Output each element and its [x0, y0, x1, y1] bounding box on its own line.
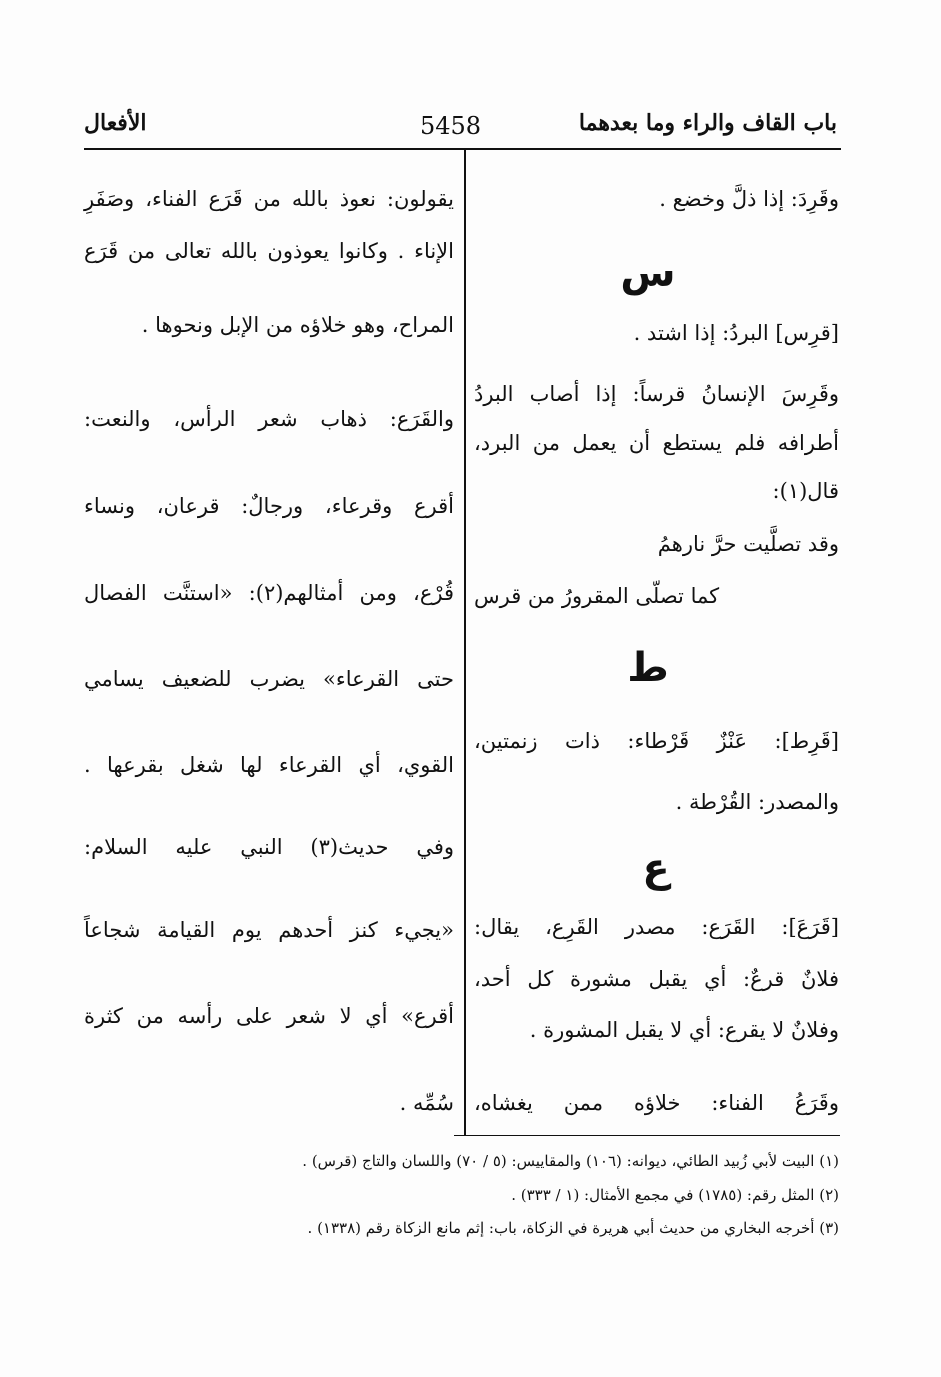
right-line-1: وقَرِدَ: إذا ذلَّ وخضع . — [659, 187, 839, 211]
letter-heading-ta: ط — [627, 645, 669, 691]
left-line-7: حتى القرعاء» يضرب للضعيف يسامي — [84, 667, 454, 691]
header-rule — [84, 148, 841, 150]
left-line-2: الإناء . وكانوا يعوذون بالله تعالى من قَرَع — [84, 239, 454, 263]
right-line-13: وقَرَعُ الفناء: خلاؤه ممن يغشاه، — [474, 1091, 839, 1115]
letter-heading-sin: س — [620, 250, 676, 296]
verse-line-1: وقد تصلَّيت حرَّ نارهمُ — [657, 532, 839, 556]
right-line-11: فلانٌ قرعٌ: أي يقبل مشورة كل أحد، — [474, 967, 839, 991]
column-divider — [464, 150, 466, 1135]
right-line-10: [قَرَعَ]: القَرَع: مصدر القَرِع، يقال: — [474, 915, 839, 939]
left-line-8: القوي، أي القرعاء لها شغل بقرعها . — [84, 753, 454, 777]
right-line-3: وقَرِسَ الإنسانُ قرساً: إذا أصاب البردُ — [474, 382, 839, 406]
right-line-9: والمصدر: القُرْطة . — [675, 790, 839, 814]
left-line-3: المراح، وهو خلاؤه من الإبل ونحوها . — [141, 313, 454, 337]
footnote-1: (١) البيت لأبي زُبيد الطائي، ديوانه: (١٠٦) والمقاييس: (٥ / ٧٠) واللسان والتاج (قرس) . — [302, 1152, 839, 1170]
left-line-6: قُرْع، ومن أمثالهم(٢): «استنَّت الفصال — [84, 581, 454, 605]
footnote-2: (٢) المثل رقم: (١٧٨٥) في مجمع الأمثال: (١ / ٣٣٣) . — [511, 1186, 839, 1204]
left-line-9: وفي حديث(٣) النبي عليه السلام: — [84, 835, 454, 859]
right-line-8: [قَرِط]: عَنْزٌ قَرْطاء: ذات زنمتين، — [474, 729, 839, 753]
left-line-12: سُمِّه . — [399, 1091, 454, 1115]
left-line-11: أقرع» أي لا شعر على رأسه من كثرة — [84, 1004, 454, 1028]
letter-heading-ayn: ع — [642, 845, 670, 891]
verse-line-2: كما تصلّى المقرورُ من قرس — [474, 584, 720, 608]
left-line-5: أقرع وقرعاء، ورجالٌ: قرعان، ونساء — [84, 494, 454, 518]
left-line-10: «يجيء كنز أحدهم يوم القيامة شجاعاً — [84, 918, 454, 942]
right-line-5: قال(١): — [772, 479, 839, 503]
section-title: الأفعال — [84, 110, 147, 136]
footnote-3: (٣) أخرجه البخاري من حديث أبي هريرة في الزكاة، باب: إثم مانع الزكاة رقم (١٣٣٨) . — [307, 1219, 839, 1237]
right-line-2: [قرِس] البردُ: إذا اشتد . — [633, 321, 839, 345]
right-line-12: وفلانٌ لا يقرع: أي لا يقبل المشورة . — [529, 1018, 839, 1042]
footnote-rule — [454, 1135, 840, 1136]
left-line-4: والقَرَع: ذهاب شعر الرأس، والنعت: — [84, 407, 454, 431]
page-number: 5458 — [420, 112, 482, 140]
left-line-1: يقولون: نعوذ بالله من قَرَع الفناء، وصَفَرِ — [84, 187, 454, 211]
right-line-4: أطرافه فلم يستطع أن يعمل من البرد، — [474, 431, 839, 455]
chapter-title: باب القاف والراء وما بعدهما — [578, 110, 837, 136]
